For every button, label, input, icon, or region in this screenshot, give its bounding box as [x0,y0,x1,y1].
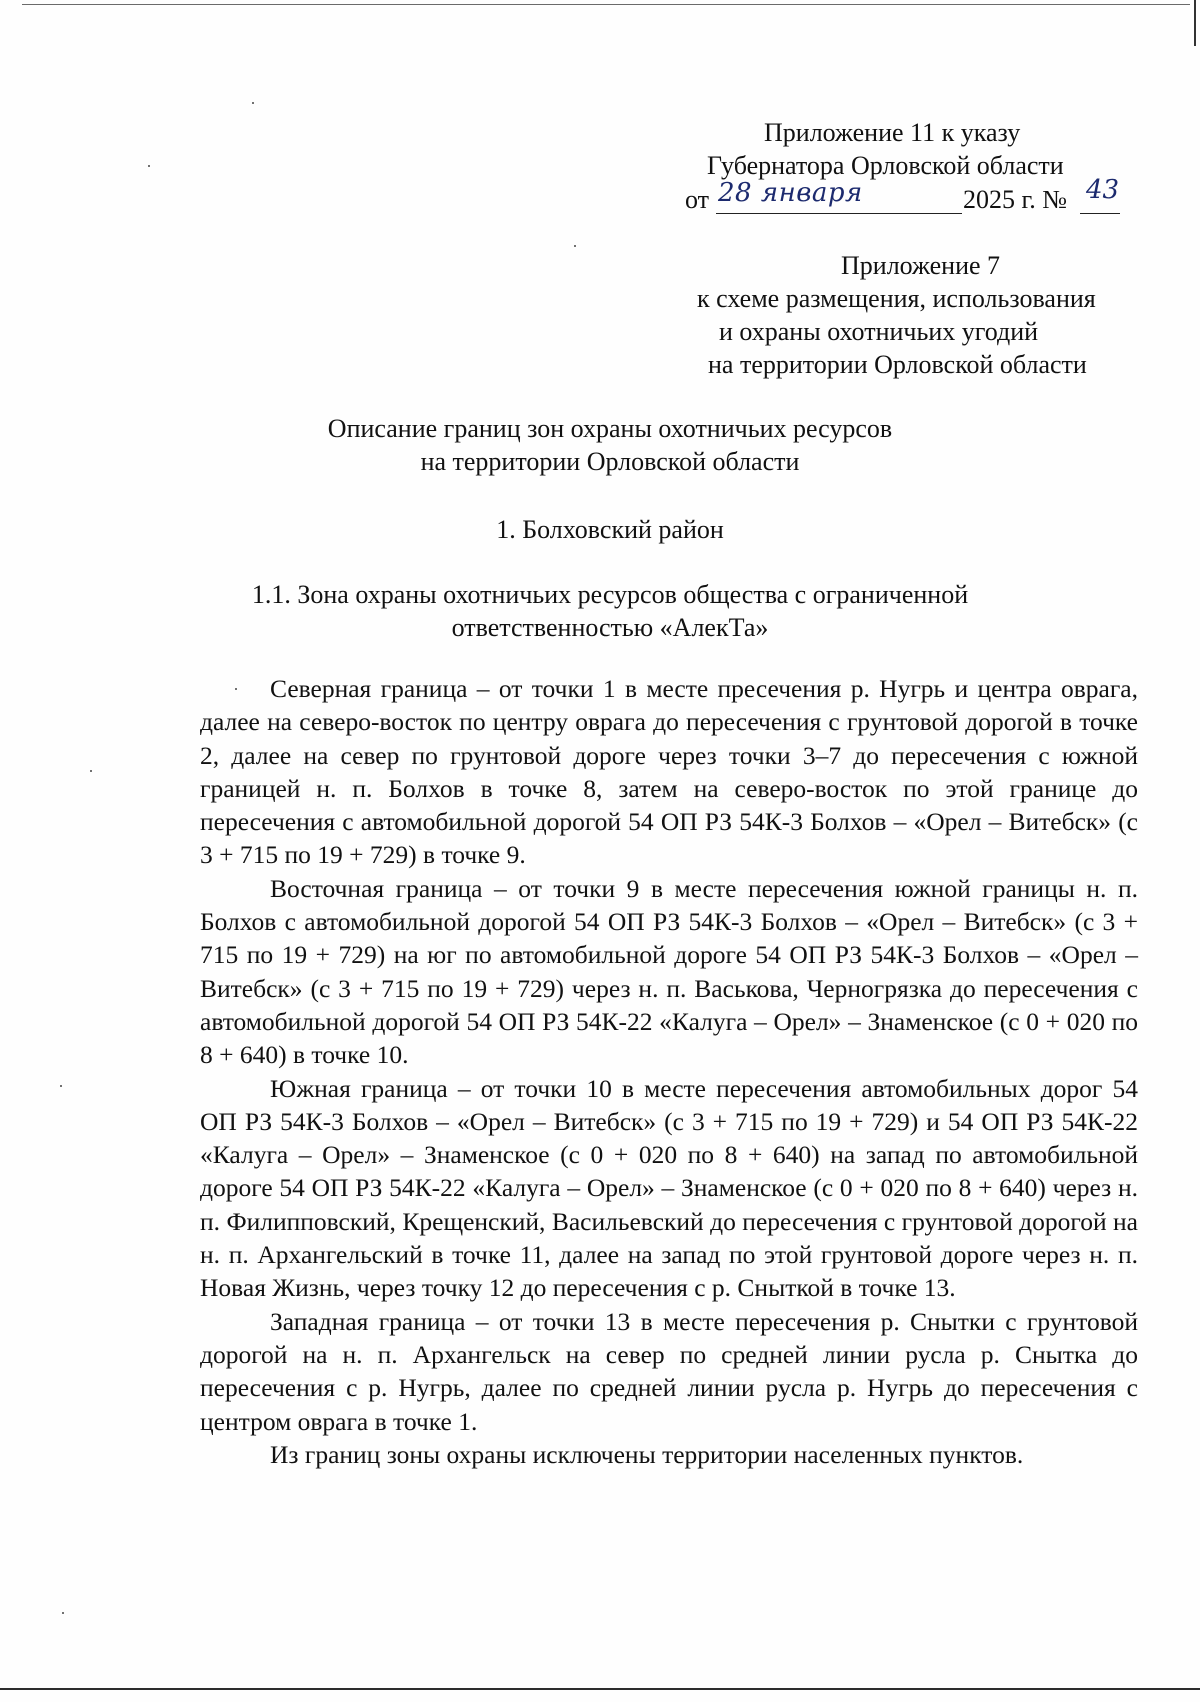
paragraph-east-boundary: Восточная граница – от точки 9 в месте пересечения южной границы н. п. Болхов с автомобильной дорогой 54 ОП РЗ 54К-3 Болхов – «Орел – Витебск» (с 3 + 715 по 19 + 729) на юг по автомобильной дороге 54 ОП РЗ 54К-3 Болхов – «Орел – Витебск» (с 3 + 715 по 19 + 729) через н. п. Васькова, Черногрязка до пересечения с автомобильной дорогой 54 ОП РЗ 54К-22 «Калуга – Орел» – Знаменское (с 0 + 020 по 8 + 640) в точке 10. [200,873,1138,1070]
date-year-number: 2025 г. № [963,185,1068,214]
scan-edge-bottom [0,1688,1200,1690]
scan-speck [148,165,150,167]
appendix-title: Приложение 11 к указу [764,118,1021,147]
scan-speck [90,770,92,772]
subsection-heading-line2: ответственностью «АлекТа» [451,613,769,642]
sub-appendix-line2: к схеме размещения, использования [697,284,1096,313]
document-body [200,672,1138,1471]
handwritten-number: 43 [1086,175,1120,205]
subsection-heading-line1: 1.1. Зона охраны охотничьих ресурсов общества с ограниченной [251,580,969,609]
document-title-line2: на территории Орловской области [420,447,800,476]
scan-speck [62,1612,64,1614]
sub-appendix-title: Приложение 7 [841,251,1001,280]
scan-speck [574,245,576,247]
appendix-issuer: Губернатора Орловской области [707,151,1064,180]
section-heading: 1. Болховский район [496,515,724,544]
scan-edge-right [1194,0,1196,46]
document-title-line1: Описание границ зон охраны охотничьих ресурсов [327,414,893,443]
scan-speck [60,1085,62,1087]
paragraph-west-boundary: Западная граница – от точки 13 в месте пересечения р. Снытки с грунтовой дорогой на н. п. Архангельск на север по средней линии русла р. Снытка до пересечения с р. Нугрь, далее по средней линии русла р. Нугрь до пересечения с центром оврага в точке 1. [200,1306,1138,1436]
paragraph-south-boundary: Южная граница – от точки 10 в месте пересечения автомобильных дорог 54 ОП РЗ 54К-3 Болхов – «Орел – Витебск» (с 3 + 715 по 19 + 729) и 54 ОП РЗ 54К-22 «Калуга – Орел» – Знаменское (с 0 + 020 по 8 + 640) на запад по автомобильной дороге 54 ОП РЗ 54К-22 «Калуга – Орел» – Знаменское (с 0 + 020 по 8 + 640) через н. п. Филипповский, Крещенский, Васильевский до пересечения с грунтовой дорогой на н. п. Архангельский в точке 11, далее на запад по этой грунтовой дороге через н. п. Новая Жизнь, через точку 12 до пересечения с р. Сныткой в точке 13. [200,1073,1138,1303]
sub-appendix-line3: и охраны охотничьих угодий [719,317,1039,346]
paragraph-north-boundary: Северная граница – от точки 1 в месте пресечения р. Нугрь и центра оврага, далее на северо-восток по центру оврага до пересечения с грунтовой дорогой в точке 2, далее на север по грунтовой дороге через точки 3–7 до пересечения с южной границей н. п. Болхов в точке 8, затем на северо-восток по этой границе до пересечения с автомобильной дорогой 54 ОП РЗ 54К-3 Болхов – «Орел – Витебск» (с 3 + 715 по 19 + 729) в точке 9. [200,674,1138,870]
scan-edge-top [22,4,1190,5]
sub-appendix-line4: на территории Орловской области [708,350,1087,379]
date-prefix: от [685,185,710,214]
number-underline [1080,213,1120,214]
scan-speck [252,102,254,104]
date-underline [716,213,962,214]
handwritten-date: 28 января [718,178,863,208]
paragraph-exclusion-note: Из границ зоны охраны исключены территории населенных пунктов. [270,1439,1024,1469]
